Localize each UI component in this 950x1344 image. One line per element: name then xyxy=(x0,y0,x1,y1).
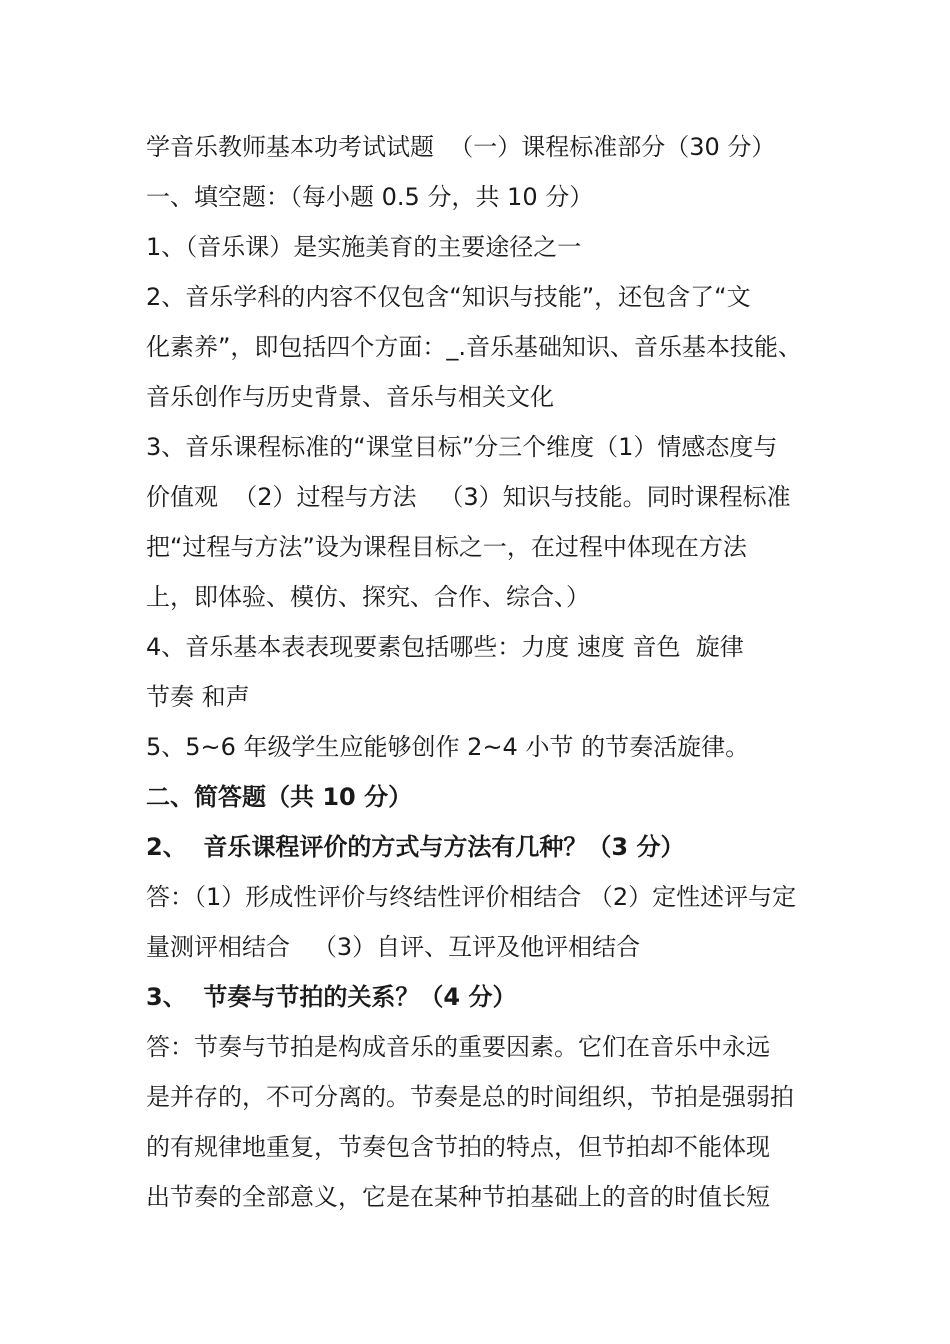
question-3-line-1: 3、音乐课程标准的“课堂目标”分三个维度（1）情感态度与 xyxy=(146,433,778,461)
document-title: 学音乐教师基本功考试试题 （一）课程标准部分（30 分） xyxy=(146,133,776,161)
answer-3-line-3: 的有规律地重复，节奏包含节拍的特点，但节拍却不能体现 xyxy=(146,1133,770,1161)
question-3-line-4: 上，即体验、模仿、探究、合作、综合、） xyxy=(146,583,590,611)
answer-2-line-2: 量测评相结合 （3）自评、互评及他评相结合 xyxy=(146,933,641,961)
answer-3-line-4: 出节奏的全部意义，它是在某种节拍基础上的音的时值长短 xyxy=(146,1183,770,1211)
question-2-line-2: 化素养”，即包括四个方面：_.音乐基础知识、音乐基本技能、 xyxy=(146,333,803,361)
section-heading-fill-in: 一、填空题：（每小题 0.5 分，共 10 分） xyxy=(146,183,594,211)
short-question-3: 3、 节奏与节拍的关系？（4 分） xyxy=(146,983,517,1011)
answer-2-line-1: 答：（1）形成性评价与终结性评价相结合 （2）定性述评与定 xyxy=(146,883,797,911)
question-5: 5、5~6 年级学生应能够创作 2~4 小节 的节奏活旋律。 xyxy=(146,733,750,761)
question-1: 1、（音乐课）是实施美育的主要途径之一 xyxy=(146,233,582,261)
answer-3-line-1: 答：节奏与节拍是构成音乐的重要因素。它们在音乐中永远 xyxy=(146,1033,770,1061)
question-2-line-3: 音乐创作与历史背景、音乐与相关文化 xyxy=(146,383,554,411)
question-2-line-1: 2、音乐学科的内容不仅包含“知识与技能”，还包含了“文 xyxy=(146,283,751,311)
question-3-line-2: 价值观 （2）过程与方法 （3）知识与技能。同时课程标准 xyxy=(146,483,791,511)
document-body xyxy=(146,122,836,1222)
section-heading-short-answer: 二、简答题（共 10 分） xyxy=(146,783,413,811)
question-4-line-2: 节奏 和声 xyxy=(146,683,250,711)
short-question-2: 2、 音乐课程评价的方式与方法有几种？（3 分） xyxy=(146,833,685,861)
answer-3-line-2: 是并存的，不可分离的。节奏是总的时间组织，节拍是强弱拍 xyxy=(146,1083,794,1111)
question-4-line-1: 4、音乐基本表表现要素包括哪些：力度 速度 音色 旋律 xyxy=(146,633,744,661)
question-3-line-3: 把“过程与方法”设为课程目标之一，在过程中体现在方法 xyxy=(146,533,747,561)
